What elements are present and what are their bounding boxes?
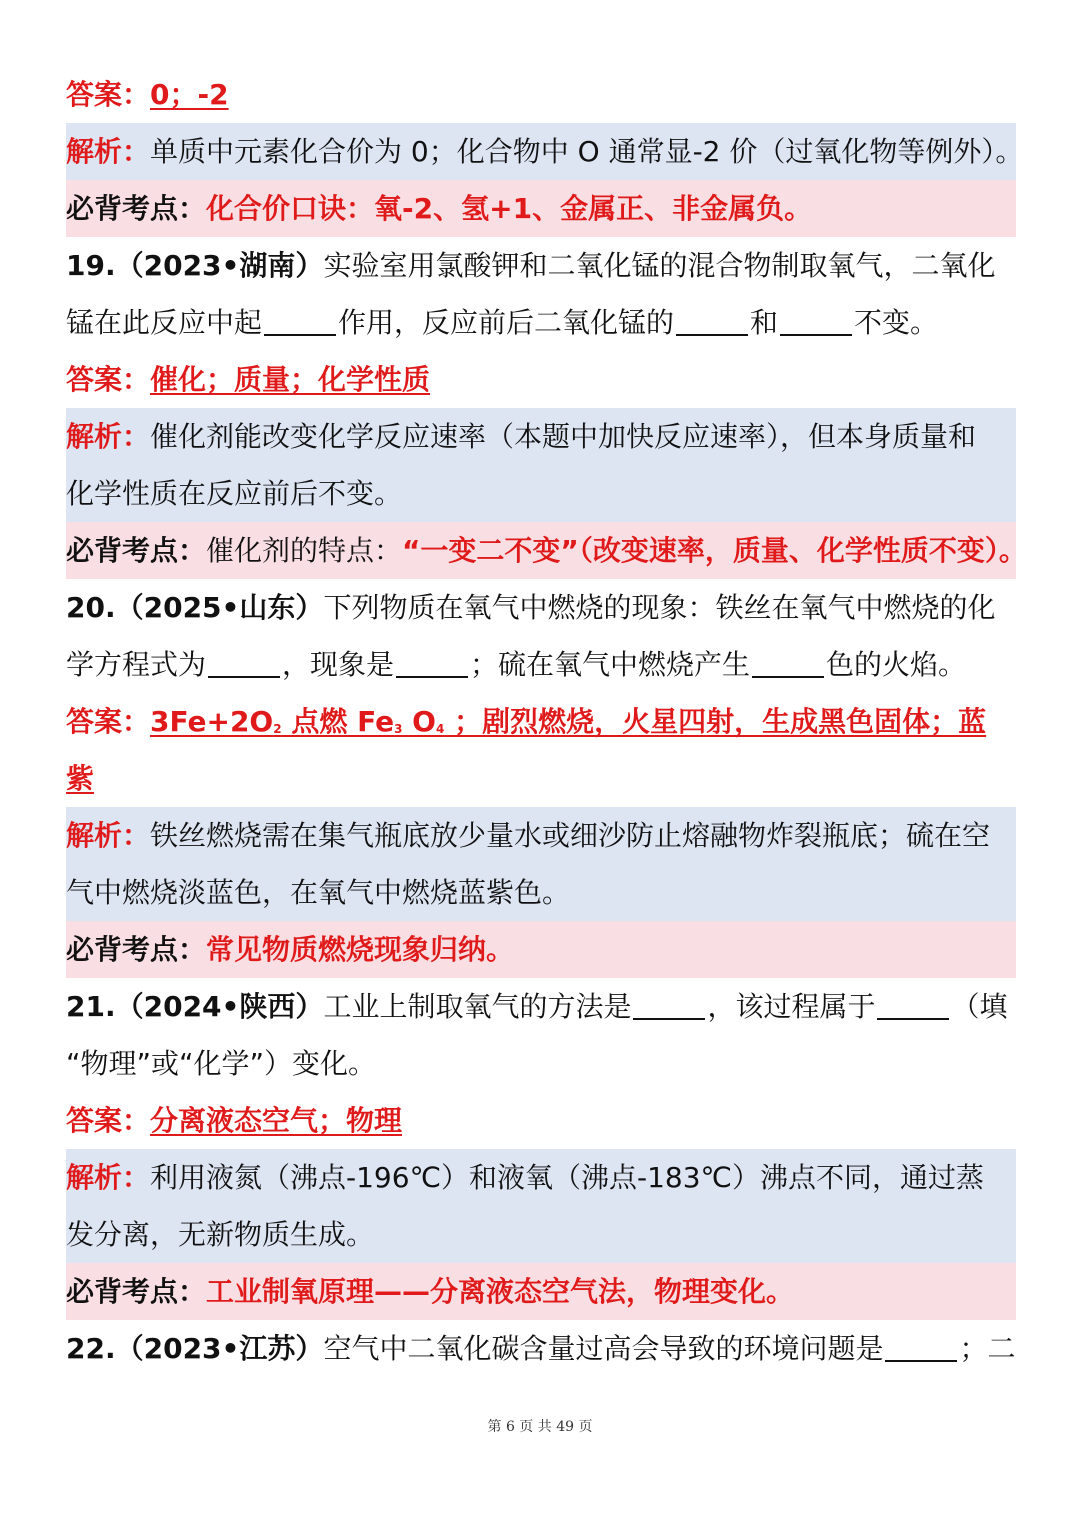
- analysis-text: 发分离，无新物质生成。: [66, 1218, 375, 1251]
- question-text: （填: [951, 990, 1008, 1023]
- keypoint-text: 化合价口诀：氧-2、氢+1、金属正、非金属负。: [206, 192, 813, 225]
- question-text: 和: [750, 306, 779, 339]
- keypoint-text: “一变二不变”（改变速率，质量、化学性质不变）。: [402, 534, 1027, 567]
- answer-label: 答案：: [66, 705, 151, 738]
- analysis-label: 解析：: [66, 819, 151, 852]
- question-number: 19.（2023•湖南）: [66, 249, 324, 282]
- subscript: 3: [394, 722, 403, 736]
- question-text: 不变。: [854, 306, 939, 339]
- question-text: ，该过程属于: [707, 990, 876, 1023]
- analysis-text: 催化剂能改变化学反应速率（本题中加快反应速率），但本身质量和: [150, 420, 977, 453]
- answer-21: [66, 1092, 1016, 1149]
- answer-blank: [264, 304, 336, 336]
- analysis-text: 化学性质在反应前后不变。: [66, 477, 403, 510]
- keypoint-prefix: 催化剂的特点：: [206, 534, 403, 567]
- keypoint-18: [66, 180, 1016, 237]
- question-20-line2: [66, 636, 1016, 693]
- question-text: 空气中二氧化碳含量过高会导致的环境问题是: [323, 1332, 884, 1365]
- page-content: [66, 66, 1027, 1377]
- question-text: ；硫在氧气中燃烧产生: [470, 648, 751, 681]
- answer-value: 紫: [66, 762, 95, 795]
- answer-20-line2: [66, 750, 1016, 807]
- analysis-text: 单质中元素化合价为 0；化合物中 O 通常显-2 价（过氧化物等例外）。: [150, 135, 1024, 168]
- question-text: 作用，反应前后二氧化锰的: [338, 306, 675, 339]
- keypoint-label: 必背考点：: [66, 192, 207, 225]
- keypoint-text: 常见物质燃烧现象归纳。: [206, 933, 515, 966]
- question-19-line2: [66, 294, 1016, 351]
- keypoint-19: [66, 522, 1027, 579]
- answer-label: 答案：: [66, 363, 151, 396]
- question-22-line1: [66, 1320, 1016, 1377]
- question-text: ；二: [959, 1332, 1016, 1365]
- answer-blank: [676, 304, 748, 336]
- analysis-text: 铁丝燃烧需在集气瓶底放少量水或细沙防止熔融物炸裂瓶底；硫在空: [150, 819, 991, 852]
- analysis-19-line2: [66, 465, 1016, 522]
- answer-blank: [633, 988, 705, 1020]
- analysis-text: 气中燃烧淡蓝色，在氧气中燃烧蓝紫色。: [66, 876, 571, 909]
- answer-19: [66, 351, 1016, 408]
- answer-value: [150, 705, 986, 738]
- analysis-21-line1: [66, 1149, 1016, 1206]
- question-text: 工业上制取氧气的方法是: [323, 990, 632, 1023]
- question-text: 学方程式为: [66, 648, 207, 681]
- analysis-20-line1: [66, 807, 1016, 864]
- answer-label: 答案：: [66, 78, 151, 111]
- keypoint-20: [66, 921, 1016, 978]
- answer-blank: [752, 646, 824, 678]
- answer-value: 0；-2: [150, 78, 229, 111]
- question-21-line2: [66, 1035, 1016, 1092]
- answer-blank: [885, 1330, 957, 1362]
- equation-part: O: [402, 705, 436, 738]
- question-text: “物理”或“化学”）变化。: [66, 1047, 377, 1080]
- subscript: 2: [273, 722, 282, 736]
- analysis-19-line1: [66, 408, 1016, 465]
- keypoint-label: 必背考点：: [66, 534, 207, 567]
- answer-blank: [208, 646, 280, 678]
- question-21-line1: [66, 978, 1016, 1035]
- subscript: 4: [436, 722, 445, 736]
- answer-value: 催化；质量；化学性质: [150, 363, 431, 396]
- question-20-line1: [66, 579, 1016, 636]
- analysis-20-line2: [66, 864, 1016, 921]
- analysis-label: 解析：: [66, 135, 151, 168]
- analysis-label: 解析：: [66, 420, 151, 453]
- equation-part: 3Fe+2O: [150, 705, 274, 738]
- analysis-18: [66, 123, 1024, 180]
- analysis-text: 利用液氮（沸点-196℃）和液氧（沸点-183℃）沸点不同，通过蒸: [150, 1161, 985, 1194]
- question-text: 锰在此反应中起: [66, 306, 263, 339]
- question-number: 21.（2024•陕西）: [66, 990, 324, 1023]
- answer-label: 答案：: [66, 1104, 151, 1137]
- answer-text: ；剧烈燃烧，火星四射，生成黑色固体；蓝: [444, 705, 987, 738]
- keypoint-21: [66, 1263, 1016, 1320]
- question-19-line1: [66, 237, 1016, 294]
- keypoint-label: 必背考点：: [66, 933, 207, 966]
- keypoint-label: 必背考点：: [66, 1275, 207, 1308]
- question-text: ，现象是: [282, 648, 395, 681]
- question-number: 22.（2023•江苏）: [66, 1332, 324, 1365]
- analysis-label: 解析：: [66, 1161, 151, 1194]
- question-number: 20.（2025•山东）: [66, 591, 324, 624]
- answer-blank: [780, 304, 852, 336]
- question-text: 下列物质在氧气中燃烧的现象：铁丝在氧气中燃烧的化: [323, 591, 996, 624]
- equation-part: 点燃 Fe: [281, 705, 395, 738]
- question-text: 实验室用氯酸钾和二氧化锰的混合物制取氧气，二氧化: [323, 249, 996, 282]
- answer-blank: [877, 988, 949, 1020]
- question-text: 色的火焰。: [826, 648, 967, 681]
- answer-20-line1: [66, 693, 1016, 750]
- keypoint-text: 工业制氧原理——分离液态空气法，物理变化。: [206, 1275, 795, 1308]
- answer-18: [66, 66, 1016, 123]
- answer-blank: [396, 646, 468, 678]
- page-footer: 第 6 页 共 49 页: [487, 1419, 593, 1435]
- answer-value: 分离液态空气；物理: [150, 1104, 403, 1137]
- analysis-21-line2: [66, 1206, 1016, 1263]
